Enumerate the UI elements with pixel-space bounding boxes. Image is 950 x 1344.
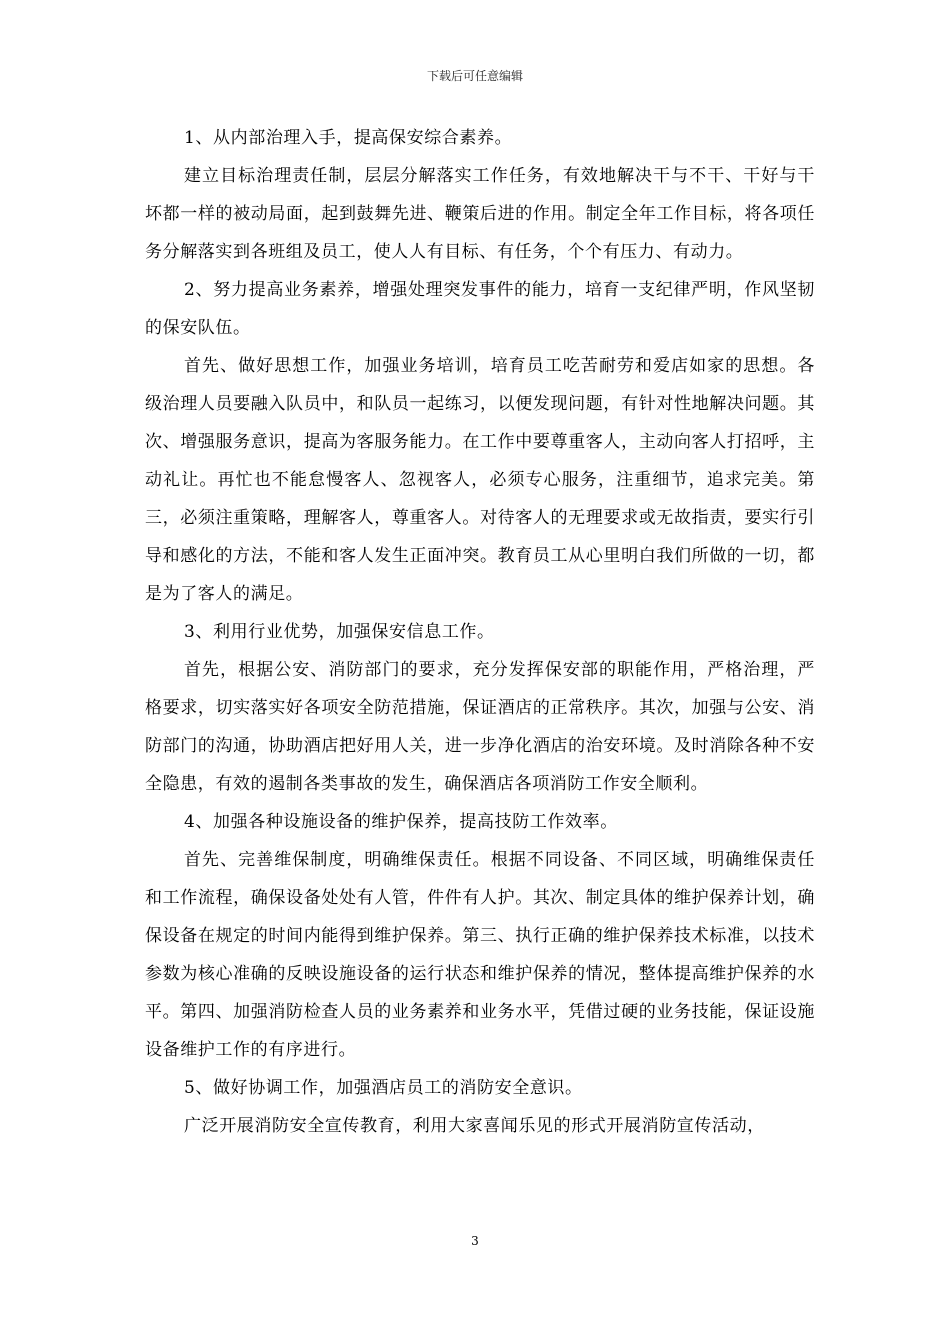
- page-header: 下载后可任意编辑: [426, 69, 523, 83]
- paragraph-heading-1: 1、从内部治理入手，提高保安综合素养。: [184, 128, 513, 148]
- paragraph-heading-5: 5、做好协调工作，加强酒店员工的消防安全意识。: [184, 1078, 583, 1098]
- paragraph-heading-2: 2、努力提高业务素养，增强处理突发事件的能力，培育一支纪律严明，作风坚韧的保安队伍。: [145, 280, 815, 338]
- paragraph: 首先、完善维保制度，明确维保责任。根据不同设备、不同区域，明确维保责任和工作流程，确保设备处处有人管，件件有人护。其次、制定具体的维护保养计划，确保设备在规定的时间内能得到维护保养。第三、执行正确的维护保养技术标准，以技术参数为核心准确的反映设施设备的运行状态和维护保养的情况，整体提高维护保养的水平。第四、加强消防检查人员的业务素养和业务水平，凭借过硬的业务技能，保证设施设备维护工作的有序进行。: [145, 850, 815, 1060]
- paragraph: 广泛开展消防安全宣传教育，利用大家喜闻乐见的形式开展消防宣传活动，: [184, 1116, 765, 1136]
- page-number: 3: [471, 1234, 479, 1248]
- paragraph: 首先，根据公安、消防部门的要求，充分发挥保安部的职能作用，严格治理，严格要求，切实落实好各项安全防范措施，保证酒店的正常秩序。其次，加强与公安、消防部门的沟通，协助酒店把好用人关，进一步净化酒店的治安环境。及时消除各种不安全隐患，有效的遏制各类事故的发生，确保酒店各项消防工作安全顺利。: [145, 660, 815, 794]
- document-body: [145, 119, 815, 1145]
- paragraph-heading-4: 4、加强各种设施设备的维护保养，提高技防工作效率。: [184, 812, 618, 832]
- paragraph: 建立目标治理责任制，层层分解落实工作任务，有效地解决干与不干、干好与干坏都一样的被动局面，起到鼓舞先进、鞭策后进的作用。制定全年工作目标，将各项任务分解落实到各班组及员工，使人人有目标、有任务，个个有压力、有动力。: [145, 166, 815, 262]
- paragraph: 首先、做好思想工作，加强业务培训，培育员工吃苦耐劳和爱店如家的思想。各级治理人员要融入队员中，和队员一起练习，以便发现问题，有针对性地解决问题。其次、增强服务意识，提高为客服务能力。在工作中要尊重客人，主动向客人打招呼，主动礼让。再忙也不能怠慢客人、忽视客人，必须专心服务，注重细节，追求完美。第三，必须注重策略，理解客人，尊重客人。对待客人的无理要求或无故指责，要实行引导和感化的方法，不能和客人发生正面冲突。教育员工从心里明白我们所做的一切，都是为了客人的满足。: [145, 356, 815, 604]
- paragraph-heading-3: 3、利用行业优势，加强保安信息工作。: [184, 622, 495, 642]
